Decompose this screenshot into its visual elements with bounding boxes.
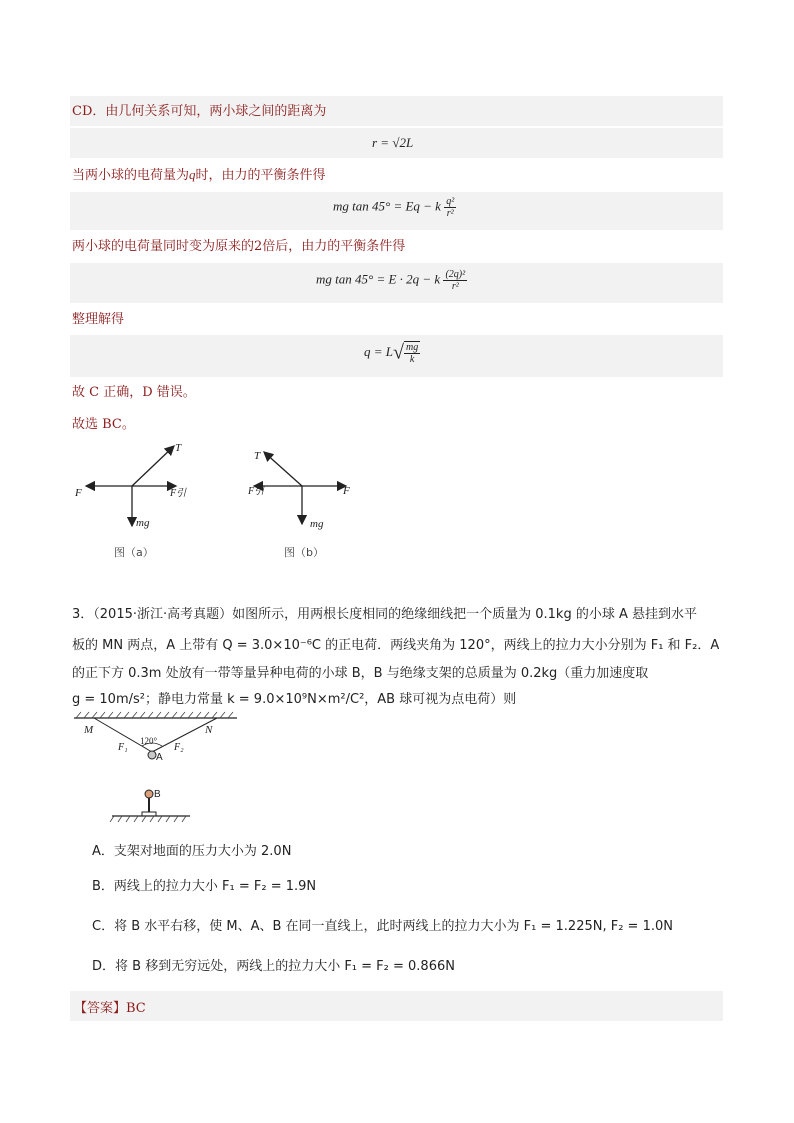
fig-b-label-Fyin: F引 [248, 486, 265, 497]
fig-b-caption: 图（b） [284, 546, 324, 559]
option-d[interactable]: D．将 B 移到无穷远处，两线上的拉力大小 F₁ = F₂ = 0.866N [92, 959, 455, 974]
fig-a-label-T: T [175, 442, 182, 454]
label-A: A [156, 752, 163, 763]
formula-eq2-den: r² [451, 281, 459, 292]
formula-eq2 [316, 269, 467, 292]
question-line-4: g = 10m/s²；静电力常量 k = 9.0×10⁹N×m²/C²，AB 球可视为点电荷）则 [72, 692, 517, 707]
label-F2: F₂ [174, 742, 184, 753]
label-angle: 120° [140, 736, 158, 746]
line-double-a: 两小球的电荷量同时变为原来的 [72, 239, 255, 254]
fig-b-label-mg: mg [310, 518, 324, 530]
answer-band [70, 991, 723, 1021]
line-double [72, 238, 405, 256]
formula-eq2-left: mg tan 45° = E · 2q − k [316, 271, 441, 287]
fig-b-label-T: T [254, 450, 261, 462]
line-charge-q-var: q [189, 167, 196, 182]
ball-A [148, 751, 156, 759]
line-charge-q-a: 当两小球的电荷量为 [72, 168, 190, 183]
formula-r: r = √2L [372, 135, 414, 150]
formula-eq1-den: r² [446, 208, 454, 219]
answer-text: 【答案】BC [74, 1001, 146, 1016]
fig-a-arrow-T [132, 446, 174, 486]
formula-q-den: k [409, 354, 415, 365]
ground-hatch [110, 816, 186, 822]
line-cd: CD．由几何关系可知，两小球之间的距离为 [72, 104, 327, 119]
formula-eq1-left: mg tan 45° = Eq − k [333, 198, 441, 214]
sqrt-icon: √ [393, 341, 404, 364]
line-solve: 整理解得 [72, 312, 125, 327]
fig-b-label-F: F [343, 485, 350, 497]
line-charge-q-b: 时，由力的平衡条件得 [195, 168, 326, 183]
fig-a-label-F: F [75, 487, 82, 499]
line-double-num: 2 [254, 239, 263, 254]
option-c[interactable]: C．将 B 水平右移，使 M、A、B 在同一直线上，此时两线上的拉力大小为 F₁ = 1.225N, F₂ = 1.0N [92, 919, 673, 934]
formula-eq2-num: (2q)² [445, 269, 466, 280]
question-line-3: 的正下方 0.3m 处放有一带等量异种电荷的小球 B，B 与绝缘支架的总质量为 0.2kg（重力加速度取 [72, 666, 649, 681]
line-choose: 故选 BC。 [72, 417, 135, 432]
formula-q-frac [404, 341, 420, 365]
fig-a-label-mg: mg [136, 517, 150, 529]
formula-q [364, 341, 420, 365]
label-N: N [205, 724, 213, 736]
formula-eq1 [333, 196, 456, 219]
question-line-1: 3．（2015·浙江·高考真题）如图所示，用两根长度相同的绝缘细线把一个质量为 0.1kg 的小球 A 悬挂到水平 [72, 607, 697, 622]
fig-a-label-Fyin: F引 [170, 488, 187, 499]
formula-q-num: mg [406, 342, 419, 353]
force-diagrams [70, 438, 390, 563]
ceiling-hatch [76, 712, 233, 718]
label-B: B [154, 789, 161, 800]
line-conclusion: 故 C 正确，D 错误。 [72, 385, 196, 400]
formula-q-left: q = L [364, 343, 394, 359]
line-double-b: 倍后，由力的平衡条件得 [262, 239, 406, 254]
formula-eq1-frac [444, 196, 456, 219]
fig-a-caption: 图（a） [114, 546, 154, 559]
label-M: M [84, 724, 94, 736]
line-charge-q [72, 166, 326, 185]
fig-b-arrow-T [264, 452, 302, 486]
question-line-2: 板的 MN 两点，A 上带有 Q = 3.0×10⁻⁶C 的正电荷．两线夹角为 120°，两线上的拉力大小分别为 F₁ 和 F₂．A [72, 638, 720, 653]
suspension-diagram [72, 710, 242, 830]
label-F1: F₁ [118, 742, 128, 753]
formula-eq2-frac [443, 269, 467, 292]
formula-eq1-num: q² [446, 196, 455, 207]
option-b[interactable]: B．两线上的拉力大小 F₁ = F₂ = 1.9N [92, 879, 317, 894]
ball-B [145, 790, 153, 798]
option-a[interactable]: A．支架对地面的压力大小为 2.0N [92, 844, 292, 859]
